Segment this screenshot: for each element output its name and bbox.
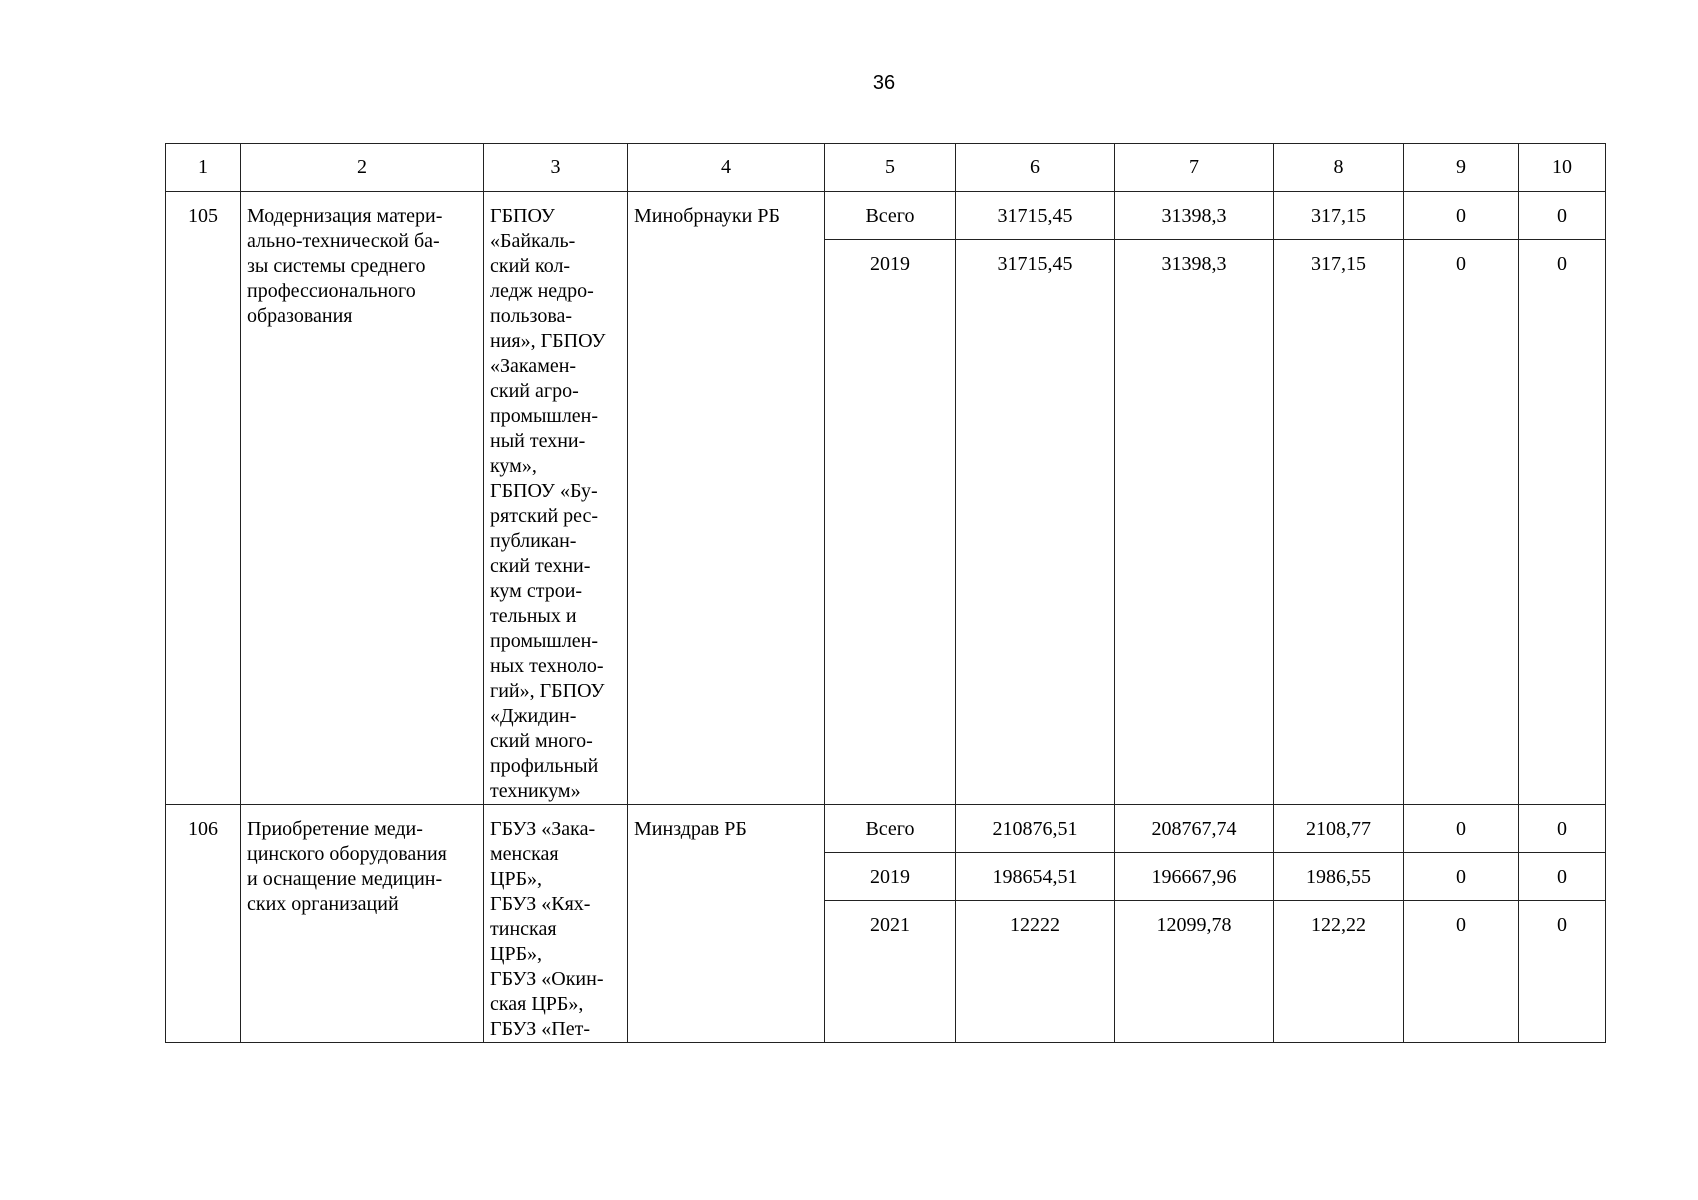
measure-name	[241, 192, 484, 805]
period-cell: Всего	[825, 192, 956, 240]
period-cell: 2019	[825, 240, 956, 805]
value-cell: 317,15	[1274, 240, 1404, 805]
value-cell: 196667,96	[1115, 853, 1274, 901]
text-line: тельных и	[490, 605, 577, 627]
text-line: кум»,	[490, 455, 537, 477]
text-line: публикан-	[490, 530, 577, 552]
table-row	[166, 805, 1606, 853]
text-line: рятский рес-	[490, 505, 599, 527]
text-line: профильный	[490, 755, 599, 777]
text-line: Модернизация матери-	[247, 205, 443, 227]
executor-list	[484, 192, 628, 805]
column-header: 9	[1404, 144, 1519, 192]
text-line: ГБУЗ «Пет-	[490, 1018, 590, 1040]
value-cell: 0	[1404, 901, 1519, 1043]
text-line: ская ЦРБ»,	[490, 993, 584, 1015]
text-line: ский агро-	[490, 380, 579, 402]
text-line: тинская	[490, 918, 557, 940]
column-header: 8	[1274, 144, 1404, 192]
value-cell: 0	[1519, 240, 1606, 805]
text-line: цинского оборудования	[247, 843, 447, 865]
text-line: ных техноло-	[490, 655, 604, 677]
column-header: 6	[956, 144, 1115, 192]
value-cell: 31715,45	[956, 192, 1115, 240]
text-line: образования	[247, 305, 353, 327]
row-number: 106	[166, 805, 241, 1043]
text-line: ский много-	[490, 730, 593, 752]
row-number: 105	[166, 192, 241, 805]
period-cell: 2021	[825, 901, 956, 1043]
value-cell: 122,22	[1274, 901, 1404, 1043]
column-header: 10	[1519, 144, 1606, 192]
value-cell: 31398,3	[1115, 240, 1274, 805]
value-cell: 31715,45	[956, 240, 1115, 805]
value-cell: 12222	[956, 901, 1115, 1043]
text-line: ГБУЗ «Зака-	[490, 818, 596, 840]
text-line: профессионального	[247, 280, 416, 302]
text-line: зы системы среднего	[247, 255, 426, 277]
text-line: и оснащение медицин-	[247, 868, 443, 890]
text-line: ально-технической ба-	[247, 230, 440, 252]
column-header: 7	[1115, 144, 1274, 192]
text-line: ГБУЗ «Кях-	[490, 893, 591, 915]
value-cell: 0	[1404, 805, 1519, 853]
value-cell: 208767,74	[1115, 805, 1274, 853]
text-line: ских организаций	[247, 893, 399, 915]
measure-name	[241, 805, 484, 1043]
value-cell: 0	[1519, 853, 1606, 901]
value-cell: 2108,77	[1274, 805, 1404, 853]
text-line: ГБПОУ «Бу-	[490, 480, 598, 502]
value-cell: 1986,55	[1274, 853, 1404, 901]
text-line: гий», ГБПОУ	[490, 680, 605, 702]
table-row	[166, 192, 1606, 240]
ministry: Минобрнауки РБ	[628, 192, 825, 805]
ministry: Минздрав РБ	[628, 805, 825, 1043]
column-header: 3	[484, 144, 628, 192]
period-cell: Всего	[825, 805, 956, 853]
page-number: 36	[872, 72, 896, 94]
text-line: ЦРБ»,	[490, 868, 543, 890]
column-header: 1	[166, 144, 241, 192]
text-line: ЦРБ»,	[490, 943, 543, 965]
text-line: ледж недро-	[490, 280, 594, 302]
value-cell: 0	[1404, 853, 1519, 901]
value-cell: 0	[1519, 901, 1606, 1043]
text-line: пользова-	[490, 305, 573, 327]
value-cell: 31398,3	[1115, 192, 1274, 240]
text-line: «Закамен-	[490, 355, 577, 377]
period-cell: 2019	[825, 853, 956, 901]
text-line: Приобретение меди-	[247, 818, 423, 840]
executor-list	[484, 805, 628, 1043]
text-line: «Байкаль-	[490, 230, 576, 252]
column-header: 4	[628, 144, 825, 192]
text-line: промышлен-	[490, 405, 599, 427]
value-cell: 12099,78	[1115, 901, 1274, 1043]
value-cell: 210876,51	[956, 805, 1115, 853]
text-line: ния», ГБПОУ	[490, 330, 606, 352]
value-cell: 317,15	[1274, 192, 1404, 240]
budget-table	[165, 143, 1606, 1043]
text-line: ный техни-	[490, 430, 586, 452]
text-line: промышлен-	[490, 630, 599, 652]
text-line: ГБУЗ «Окин-	[490, 968, 604, 990]
column-header: 2	[241, 144, 484, 192]
column-header: 5	[825, 144, 956, 192]
text-line: «Джидин-	[490, 705, 577, 727]
text-line: техникум»	[490, 780, 581, 802]
text-line: менская	[490, 843, 559, 865]
text-line: ГБПОУ	[490, 205, 555, 227]
text-line: кум строи-	[490, 580, 583, 602]
value-cell: 198654,51	[956, 853, 1115, 901]
text-line: ский техни-	[490, 555, 591, 577]
value-cell: 0	[1519, 192, 1606, 240]
value-cell: 0	[1404, 240, 1519, 805]
table-header-row	[166, 144, 1606, 192]
value-cell: 0	[1404, 192, 1519, 240]
text-line: ский кол-	[490, 255, 571, 277]
value-cell: 0	[1519, 805, 1606, 853]
